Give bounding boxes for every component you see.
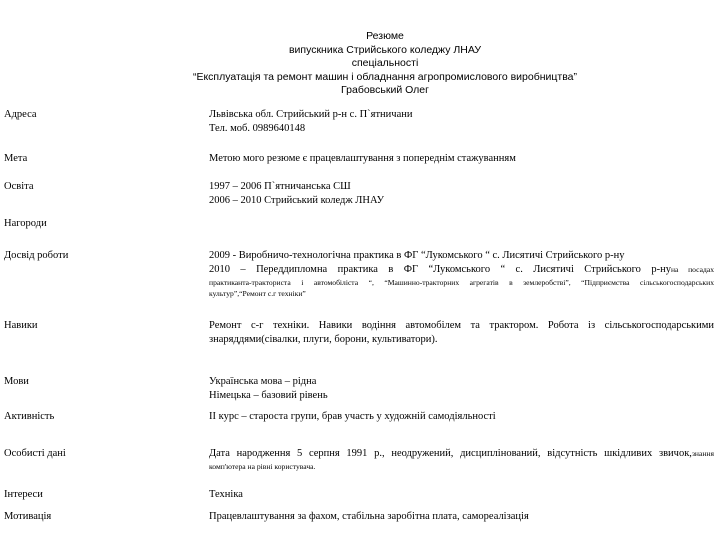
personal-line-2: комп'ютера на рівні користувача. — [209, 462, 316, 471]
phone-line: Тел. моб. 0989640148 — [209, 123, 306, 134]
skills-line-2: знаряддями(сівалки, плуги, борони, культиватори). — [209, 334, 438, 345]
personal-main: Дата народження 5 серпня 1991 р., неодружений, дисциплінований, відсутність шкідливих звичок, — [209, 448, 692, 459]
address-line: Львівська обл. Стрийський р-н с. П`ятничани — [209, 109, 413, 120]
activity-label: Активність — [4, 411, 55, 422]
skills-line-1: Ремонт с-г техніки. Навики водіння автомобілем та трактором. Робота із сільськогосподарськими — [209, 320, 714, 331]
personal-label: Особисті дані — [4, 448, 66, 459]
goal-text: Метою мого резюме є працевлаштування з попереднім стажуванням — [209, 153, 516, 164]
experience-courses: культур”,“Ремонт с.г техніки” — [209, 289, 306, 298]
activity-value — [209, 410, 714, 424]
motivation-value — [209, 510, 714, 524]
interests-value — [209, 488, 714, 502]
address-label: Адреса — [4, 109, 37, 120]
awards-label: Нагороди — [4, 218, 47, 229]
skills-value — [209, 319, 714, 347]
graduate-line: випускника Стрийського коледжу ЛНАУ — [288, 43, 482, 56]
experience-line-2010 — [209, 263, 714, 277]
experience-2010-main: 2010 – Переддипломна практика в ФГ “Лукомського “ с. Лисятичі Стрийського р-ну — [209, 264, 671, 275]
resume-title: Резюме — [366, 30, 404, 42]
education-college: 2006 – 2010 Стрийський коледж ЛНАУ — [209, 195, 385, 206]
goal-label: Мета — [4, 153, 28, 164]
experience-2010-small: на посадах — [670, 265, 714, 274]
personal-small: знання — [691, 449, 714, 458]
education-school: 1997 – 2006 П`ятничанська СШ — [209, 181, 351, 192]
languages-value — [209, 375, 714, 403]
specialty-label: спеціальності — [351, 57, 419, 69]
experience-positions: практиканта-тракториста і автомобіліста “, “Машинно-тракторних агрегатів в землеробстві”, “Підприємства сільськогосподарських — [209, 278, 714, 287]
address-value — [209, 108, 714, 136]
motivation-label: Мотивація — [4, 511, 52, 522]
skills-label: Навики — [4, 320, 38, 331]
goal-value — [209, 152, 714, 166]
personal-line-1 — [209, 447, 714, 461]
languages-label: Мови — [4, 376, 29, 387]
activity-text: ІІ курс – староста групи, брав участь у художній самодіяльності — [209, 411, 496, 422]
resume-header — [0, 30, 720, 98]
experience-label: Досвід роботи — [4, 250, 69, 261]
language-native: Українська мова – рідна — [209, 376, 317, 387]
motivation-text: Працевлаштування за фахом, стабільна заробітна плата, самореалізація — [209, 511, 529, 522]
experience-value — [209, 249, 714, 299]
education-value — [209, 180, 714, 208]
personal-value — [209, 447, 714, 472]
person-name: Грабовський Олег — [341, 84, 429, 96]
education-label: Освіта — [4, 181, 34, 192]
language-german: Німецька – базовий рівень — [209, 390, 328, 401]
specialty-name: “Експлуатація та ремонт машин і обладнання агропромислового виробництва” — [192, 70, 578, 83]
experience-line-2009: 2009 - Виробничо-технологічна практика в ФГ “Лукомського “ с. Лисятичі Стрийського р-ну — [209, 250, 625, 261]
interests-text: Техніка — [209, 489, 243, 500]
interests-label: Інтереси — [4, 489, 43, 500]
